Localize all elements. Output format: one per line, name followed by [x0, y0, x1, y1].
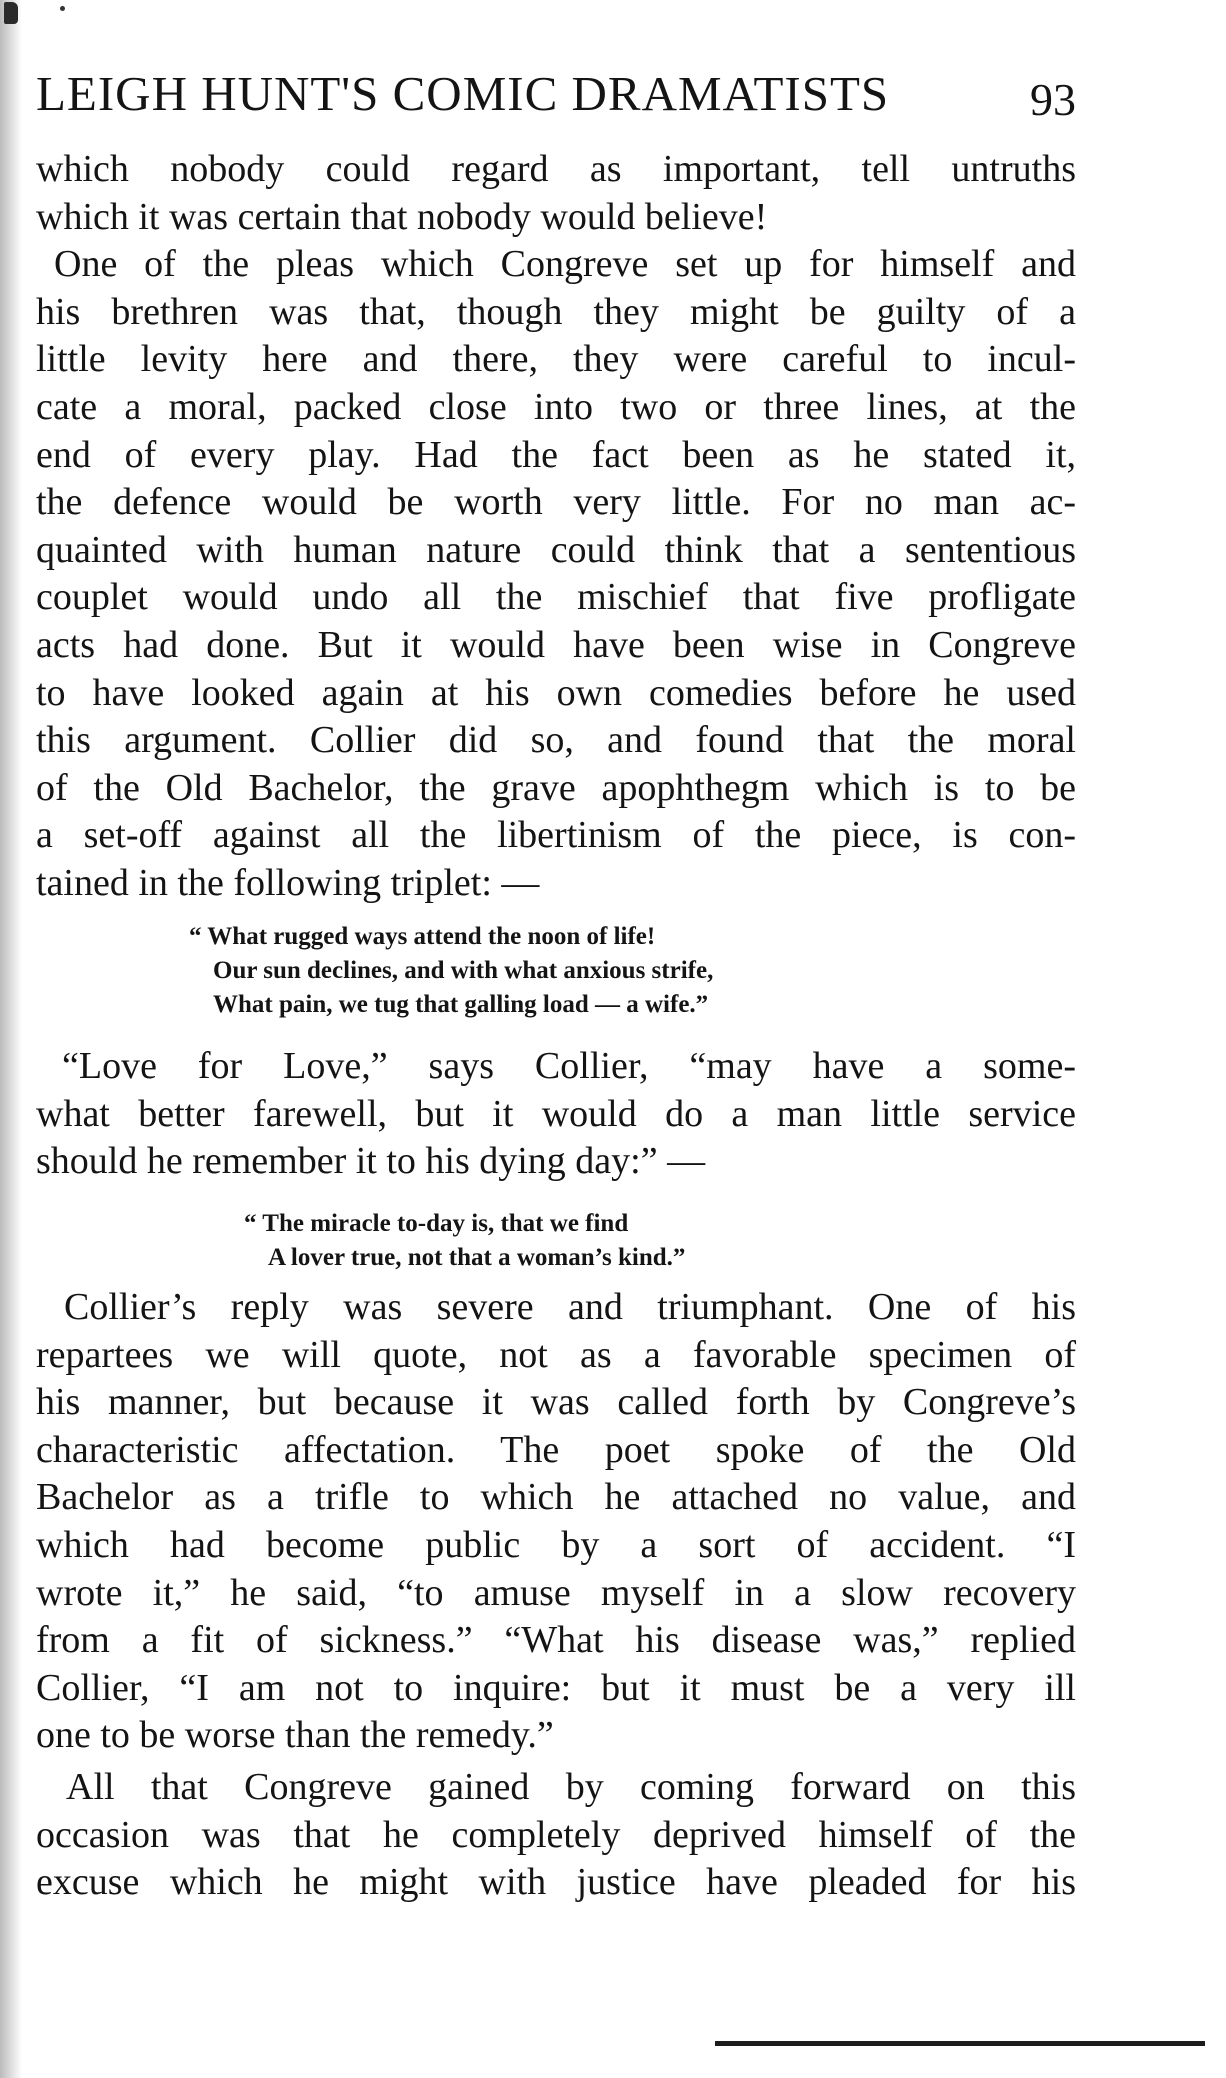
text-line: his manner, but because it was called forth by Congreve’s: [36, 1381, 1076, 1424]
text-line: Collier’s reply was severe and triumphant. One of his: [64, 1286, 1076, 1328]
text-line: Bachelor as a trifle to which he attached no value, and: [36, 1476, 1076, 1519]
text-line: One of the pleas which Congreve set up for himself and: [54, 243, 1076, 286]
verse-line: What pain, we tug that galling load — a wife.”: [213, 991, 709, 1018]
body-text: [36, 1764, 1076, 1907]
print-speck: [60, 6, 65, 11]
text-line: wrote it,” he said, “to amuse myself in a slow recovery: [36, 1571, 1076, 1614]
text-line: of the Old Bachelor, the grave apophthegm which is to be: [36, 766, 1076, 809]
text-line: quainted with human nature could think that a sententious: [36, 528, 1076, 571]
text-line: one to be worse than the remedy.”: [36, 1714, 554, 1757]
verse-line: Our sun declines, and with what anxious strife,: [213, 957, 714, 984]
text-line: All that Congreve gained by coming forward on this: [66, 1766, 1076, 1808]
verse-quote: [189, 920, 713, 1022]
body-text: [36, 146, 1076, 908]
text-line: end of every play. Had the fact been as he stated it,: [36, 433, 1076, 476]
text-line: should he remember it to his dying day:” —: [36, 1140, 706, 1183]
text-line: acts had done. But it would have been wise in Congreve: [36, 623, 1076, 666]
verse-line: “ What rugged ways attend the noon of life!: [189, 923, 656, 950]
page-number: 93: [1030, 74, 1076, 125]
text-line: tained in the following triplet: —: [36, 861, 540, 904]
text-line: cate a moral, packed close into two or three lines, at the: [36, 385, 1076, 428]
text-line: couplet would undo all the mischief that five profligate: [36, 576, 1076, 619]
running-head: LEIGH HUNT'S COMIC DRAMATISTS: [36, 66, 890, 121]
bottom-rule: [715, 2041, 1205, 2046]
text-line: little levity here and there, they were careful to incul-: [36, 338, 1076, 381]
text-line: “Love for Love,” says Collier, “may have a some-: [62, 1045, 1076, 1087]
text-line: from a fit of sickness.” “What his disease was,” replied: [36, 1619, 1076, 1662]
verse-line: “ The miracle to-day is, that we find: [244, 1210, 629, 1237]
body-text: [36, 1284, 1076, 1760]
text-line: the defence would be worth very little. For no man ac-: [36, 481, 1076, 524]
text-line: this argument. Collier did so, and found that the moral: [36, 719, 1076, 762]
text-line: what better farewell, but it would do a man little service: [36, 1092, 1076, 1135]
binding-shadow: [0, 0, 22, 2078]
text-line: occasion was that he completely deprived himself of the: [36, 1813, 1076, 1856]
text-line: which it was certain that nobody would believe!: [36, 195, 768, 238]
text-line: to have looked again at his own comedies before he used: [36, 671, 1076, 714]
text-line: characteristic affectation. The poet spoke of the Old: [36, 1428, 1076, 1471]
text-line: a set-off against all the libertinism of the piece, is con-: [36, 814, 1076, 857]
verse-quote: [244, 1207, 685, 1275]
text-line: his brethren was that, though they might be guilty of a: [36, 290, 1076, 333]
print-blot: [4, 2, 18, 24]
text-line: excuse which he might with justice have pleaded for his: [36, 1861, 1076, 1904]
text-line: Collier, “I am not to inquire: but it must be a very ill: [36, 1666, 1076, 1709]
text-line: repartees we will quote, not as a favorable specimen of: [36, 1333, 1076, 1376]
body-text: [36, 1043, 1076, 1186]
text-line: which had become public by a sort of accident. “I: [36, 1523, 1076, 1566]
verse-line: A lover true, not that a woman’s kind.”: [268, 1244, 686, 1271]
page-header: [36, 62, 1076, 126]
text-line: which nobody could regard as important, tell untruths: [36, 148, 1076, 190]
